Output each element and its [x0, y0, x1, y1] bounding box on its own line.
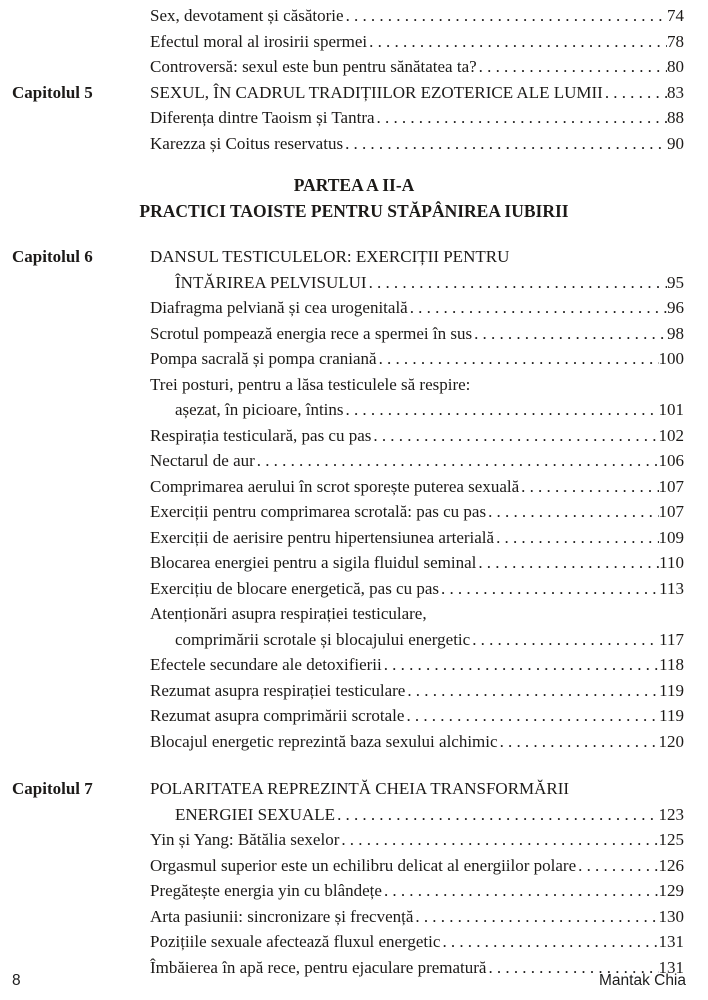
- entry-page-number: 107: [658, 476, 684, 496]
- dot-leader: [470, 627, 659, 653]
- dot-leader: [344, 397, 659, 423]
- toc-entry: [12, 776, 684, 802]
- toc-entry: [12, 729, 684, 755]
- entry-page-number: 123: [658, 804, 684, 824]
- entry-page-number: 113: [659, 578, 684, 598]
- toc-entry: [12, 827, 684, 853]
- entry-title: Scrotul pompează energia rece a spermei în sus: [150, 323, 473, 343]
- toc-entry: [12, 576, 684, 602]
- running-footer-author: Mantak Chia: [598, 972, 686, 989]
- entry-page-number: 119: [659, 706, 684, 725]
- entry-title: Karezza și Coitus reservatus: [150, 133, 344, 153]
- entry-title: Orgasmul superior este un echilibru delicat al energiilor polare: [150, 855, 577, 875]
- entry-title: Respirația testiculară, pas cu pas: [150, 425, 372, 445]
- toc-entry: [12, 372, 684, 398]
- dot-leader: [440, 929, 658, 955]
- entry-page-number: 119: [659, 680, 684, 700]
- entry-title: DANSUL TESTICULELOR: EXERCIȚII PENTRU: [150, 247, 510, 266]
- entry-title: Comprimarea aerului în scrot sporește puterea sexuală: [150, 476, 520, 496]
- dot-leader: [472, 321, 667, 347]
- entry-title: Exerciții pentru comprimarea scrotală: pas cu pas: [150, 502, 487, 521]
- folio-page-number: 8: [12, 972, 21, 989]
- entry-title: Pozițiile sexuale afectează fluxul energetic: [150, 932, 441, 951]
- entry-title: Trei posturi, pentru a lăsa testiculele să respire:: [150, 374, 471, 394]
- toc-entry: [12, 627, 684, 653]
- entry-page-number: 88: [667, 108, 684, 127]
- entry-page-number: 109: [658, 527, 684, 547]
- entry-page-number: 120: [658, 731, 684, 751]
- entry-page-number: 74: [667, 6, 684, 25]
- entry-title: Efectele secundare ale detoxifierii: [150, 655, 382, 674]
- toc-entry: [12, 105, 684, 131]
- toc-entry: [12, 423, 684, 449]
- toc-entry: [12, 3, 684, 29]
- entry-title: Pompa sacrală și pompa craniană: [150, 349, 377, 368]
- entry-page-number: 102: [658, 425, 684, 445]
- dot-leader: [498, 729, 659, 755]
- entry-page-number: 106: [658, 451, 684, 470]
- entry-page-number: 131: [658, 932, 684, 951]
- entry-title: Pregătește energia yin cu blândețe: [150, 881, 382, 900]
- entry-title: Diferența dintre Taoism și Tantra: [150, 108, 375, 127]
- toc-entry: [12, 54, 684, 80]
- entry-title: Exercițiu de blocare energetică, pas cu pas: [150, 578, 440, 598]
- toc-section: [12, 244, 684, 754]
- toc-entry: [12, 131, 684, 157]
- entry-title: Rezumat asupra respirației testiculare: [150, 680, 406, 700]
- toc-entry: [12, 550, 684, 576]
- entry-page-number: 83: [667, 82, 684, 102]
- dot-leader: [576, 853, 658, 879]
- toc-entry: [12, 525, 684, 551]
- entry-title: Diafragma pelviană și cea urogenitală: [150, 298, 408, 317]
- chapter-label: Capitolul 7: [12, 779, 93, 798]
- entry-page-number: 95: [667, 272, 684, 292]
- toc-entry: [12, 397, 684, 423]
- dot-leader: [343, 131, 667, 157]
- entry-title: Sex, devotament și căsătorie: [150, 6, 344, 25]
- toc-entry: [12, 652, 684, 678]
- part-header-line: PRACTICI TAOISTE PENTRU STĂPÂNIREA IUBIRII: [139, 200, 569, 221]
- dot-leader: [405, 678, 659, 704]
- toc-entry: [12, 346, 684, 372]
- dot-leader: [371, 423, 658, 449]
- toc-entry: [12, 678, 684, 704]
- chapter-label: Capitolul 6: [12, 247, 93, 266]
- entry-title: POLARITATEA REPREZINTĂ CHEIA TRANSFORMĂRII: [150, 779, 570, 798]
- dot-leader: [339, 827, 658, 853]
- dot-leader: [344, 3, 667, 29]
- toc-entry: [12, 703, 684, 729]
- entry-page-number: 110: [659, 553, 684, 572]
- entry-page-number: 118: [659, 655, 684, 674]
- entry-title: Blocajul energetic reprezintă baza sexului alchimic: [150, 731, 498, 751]
- toc-entry: [12, 29, 684, 55]
- part-header: [0, 173, 708, 224]
- dot-leader: [382, 878, 659, 904]
- entry-title: Exerciții de aerisire pentru hipertensiunea arterială: [150, 527, 495, 547]
- entry-page-number: 90: [667, 133, 684, 153]
- entry-title: Controversă: sexul este bun pentru sănătatea ta?: [150, 57, 477, 76]
- entry-page-number: 78: [667, 31, 684, 51]
- toc-entry: [12, 321, 684, 347]
- dot-leader: [476, 550, 659, 576]
- entry-page-number: 101: [658, 400, 684, 419]
- dot-leader: [494, 525, 658, 551]
- toc-entry: [12, 499, 684, 525]
- part-header-line: PARTEA A II-A: [293, 175, 415, 195]
- toc-section: [12, 776, 684, 980]
- toc-entry: [12, 270, 684, 296]
- dot-leader: [255, 448, 659, 474]
- entry-title: ÎNTĂRIREA PELVISULUI: [175, 272, 367, 292]
- entry-page-number: 129: [658, 881, 684, 900]
- entry-title: Îmbăierea în apă rece, pentru ejaculare prematură: [150, 957, 487, 977]
- toc-entry: [12, 929, 684, 955]
- toc-entry: [12, 802, 684, 828]
- entry-title: Arta pasiunii: sincronizare și frecvență: [150, 906, 414, 926]
- toc-entry: [12, 904, 684, 930]
- toc-entry: [12, 80, 684, 106]
- toc-section: [12, 3, 684, 156]
- dot-leader: [377, 346, 659, 372]
- entry-title: așezat, în picioare, întins: [175, 400, 344, 419]
- entry-title: Blocarea energiei pentru a sigila fluidul seminal: [150, 553, 477, 572]
- entry-page-number: 117: [659, 629, 684, 649]
- toc-entry: [12, 448, 684, 474]
- chapter-label: Capitolul 5: [12, 82, 93, 102]
- toc-entry: [12, 853, 684, 879]
- entry-page-number: 131: [658, 957, 684, 977]
- entry-page-number: 100: [658, 349, 684, 368]
- dot-leader: [413, 904, 658, 930]
- entry-title: Nectarul de aur: [150, 451, 255, 470]
- dot-leader: [519, 474, 658, 500]
- dot-leader: [367, 29, 667, 55]
- dot-leader: [375, 105, 667, 131]
- toc-entry: [12, 244, 684, 270]
- dot-leader: [367, 270, 667, 296]
- entry-page-number: 125: [658, 830, 684, 849]
- dot-leader: [486, 499, 658, 525]
- toc-entry: [12, 878, 684, 904]
- entry-page-number: 80: [667, 57, 684, 76]
- entry-page-number: 98: [667, 323, 684, 343]
- dot-leader: [603, 80, 667, 106]
- dot-leader: [404, 703, 659, 729]
- toc-entry: [12, 474, 684, 500]
- dot-leader: [439, 576, 659, 602]
- dot-leader: [335, 802, 658, 828]
- entry-title: SEXUL, ÎN CADRUL TRADIȚIILOR EZOTERICE ALE LUMII: [150, 82, 603, 102]
- entry-title: Efectul moral al irosirii spermei: [150, 31, 368, 51]
- page-footer: [12, 972, 686, 990]
- entry-title: ENERGIEI SEXUALE: [175, 804, 336, 824]
- dot-leader: [382, 652, 659, 678]
- entry-page-number: 130: [658, 906, 684, 926]
- entry-title: Atenționări asupra respirației testiculare,: [150, 604, 427, 623]
- entry-page-number: 126: [658, 855, 684, 875]
- toc-entry: [12, 295, 684, 321]
- entry-page-number: 107: [658, 502, 684, 521]
- entry-title: comprimării scrotale și blocajului energetic: [175, 629, 471, 649]
- dot-leader: [408, 295, 667, 321]
- entry-page-number: 96: [667, 298, 684, 317]
- entry-title: Yin și Yang: Bătălia sexelor: [150, 830, 340, 849]
- dot-leader: [477, 54, 667, 80]
- entry-title: Rezumat asupra comprimării scrotale: [150, 706, 405, 725]
- toc-entry: [12, 601, 684, 627]
